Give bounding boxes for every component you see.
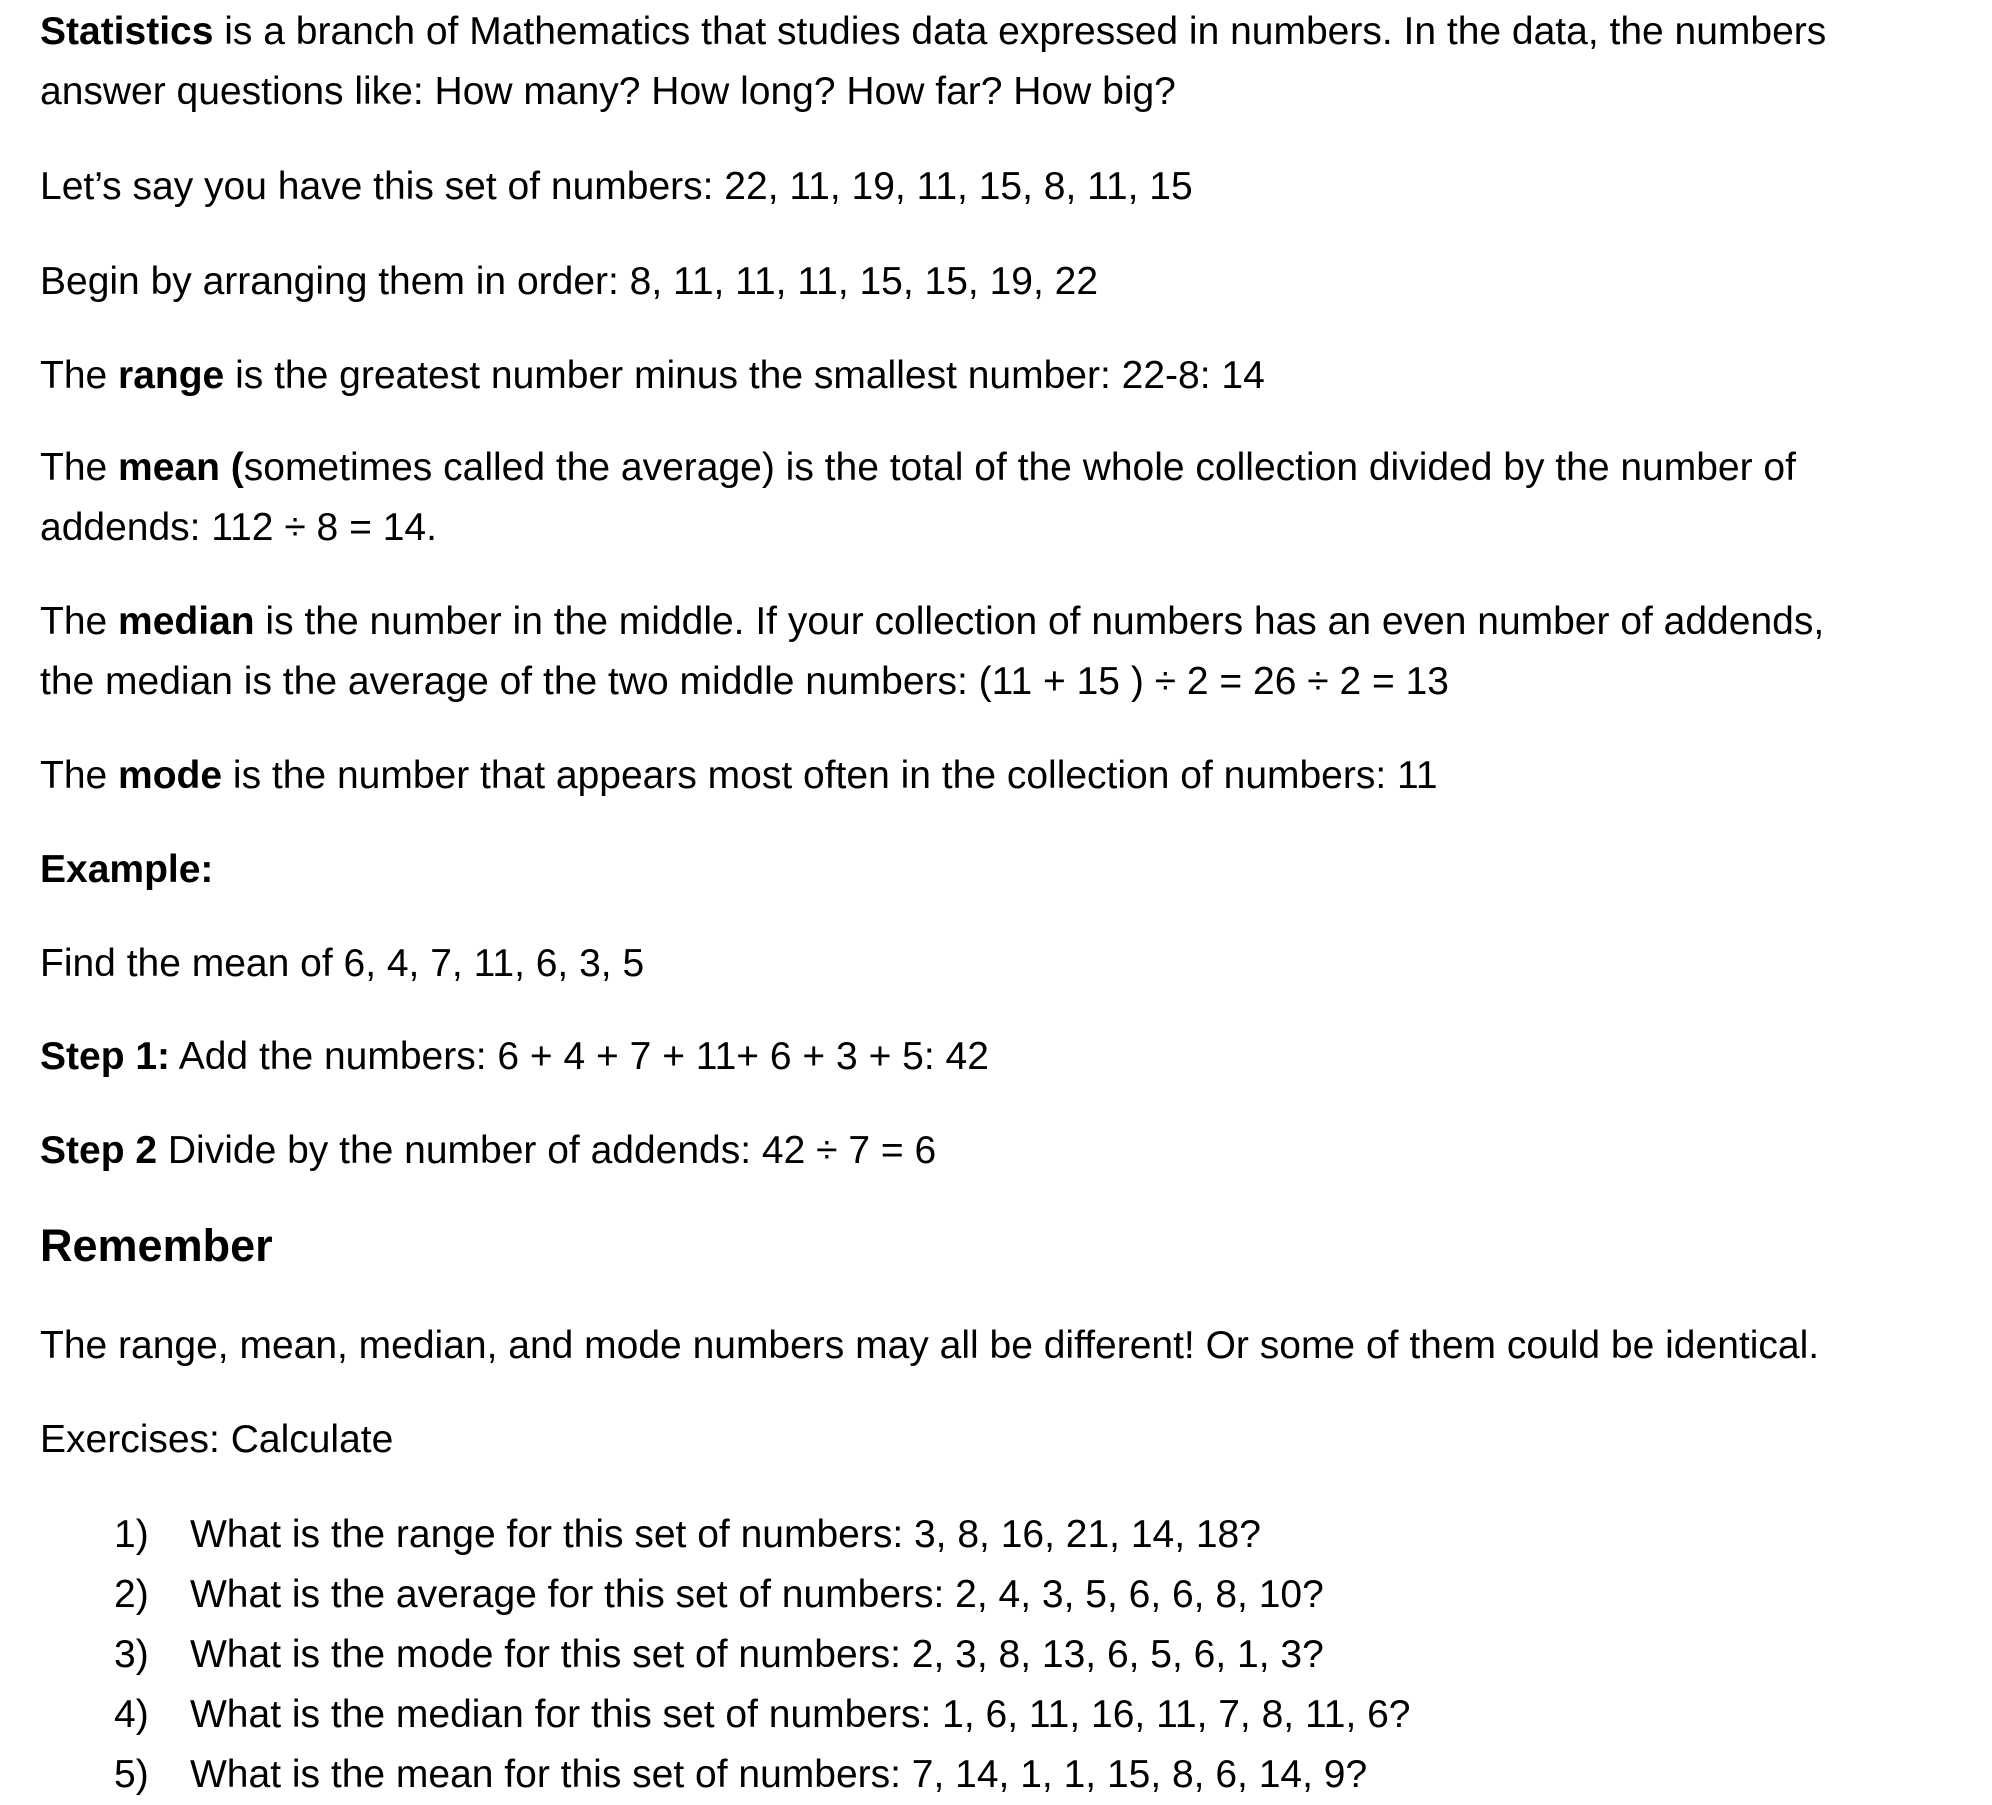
- intro-paragraph: [40, 2, 1826, 122]
- exercise-item: 1) What is the range for this set of numbers: 3, 8, 16, 21, 14, 18?: [114, 1513, 1261, 1556]
- exercise-item: 2) What is the average for this set of numbers: 2, 4, 3, 5, 6, 6, 8, 10?: [114, 1573, 1324, 1616]
- example-step-2: Step 2 Divide by the number of addends: 42 ÷ 7 = 6: [40, 1129, 937, 1172]
- median-term: median: [118, 600, 255, 643]
- exercise-list: [40, 1505, 1411, 1805]
- intro-line-2: answer questions like: How many? How long? How far? How big?: [40, 70, 1176, 113]
- exercise-item: 4) What is the median for this set of numbers: 1, 6, 11, 16, 11, 7, 8, 11, 6?: [114, 1693, 1411, 1736]
- example-label: Example:: [40, 848, 214, 891]
- range-term: range: [118, 354, 225, 397]
- mode-term: mode: [118, 754, 223, 797]
- mean-term: mean (: [118, 446, 244, 489]
- range-definition: The range is the greatest number minus the smallest number: 22-8: 14: [40, 354, 1265, 397]
- remember-heading: Remember: [40, 1220, 273, 1271]
- ordered-set-line: Begin by arranging them in order: 8, 11, 11, 11, 15, 15, 19, 22: [40, 260, 1099, 303]
- number-set-line: Let’s say you have this set of numbers: 22, 11, 19, 11, 15, 8, 11, 15: [40, 165, 1193, 208]
- remember-text: The range, mean, median, and mode numbers may all be different! Or some of them could be identical.: [40, 1324, 1820, 1367]
- example-prompt: Find the mean of 6, 4, 7, 11, 6, 3, 5: [40, 942, 645, 985]
- median-definition: The median is the number in the middle. If your collection of numbers has an even number of addends, the median is the average of the two middle numbers: (11 + 15 ) ÷ 2 = 26 ÷ 2 = 13: [40, 600, 1825, 703]
- exercise-item: 3) What is the mode for this set of numbers: 2, 3, 8, 13, 6, 5, 6, 1, 3?: [114, 1633, 1324, 1676]
- exercises-label: Exercises: Calculate: [40, 1418, 394, 1461]
- mean-definition: The mean (sometimes called the average) is the total of the whole collection divided by the number of addends: 112 ÷ 8 = 14.: [40, 446, 1796, 549]
- mode-definition: The mode is the number that appears most often in the collection of numbers: 11: [40, 754, 1438, 797]
- example-step-1: Step 1: Add the numbers: 6 + 4 + 7 + 11+ 6 + 3 + 5: 42: [40, 1035, 989, 1078]
- statistics-term: Statistics: [40, 10, 214, 53]
- intro-line-1: Statistics is a branch of Mathematics that studies data expressed in numbers. In the data, the numbers: [40, 10, 1827, 53]
- exercise-item: 5) What is the mean for this set of numbers: 7, 14, 1, 1, 15, 8, 6, 14, 9?: [114, 1753, 1368, 1796]
